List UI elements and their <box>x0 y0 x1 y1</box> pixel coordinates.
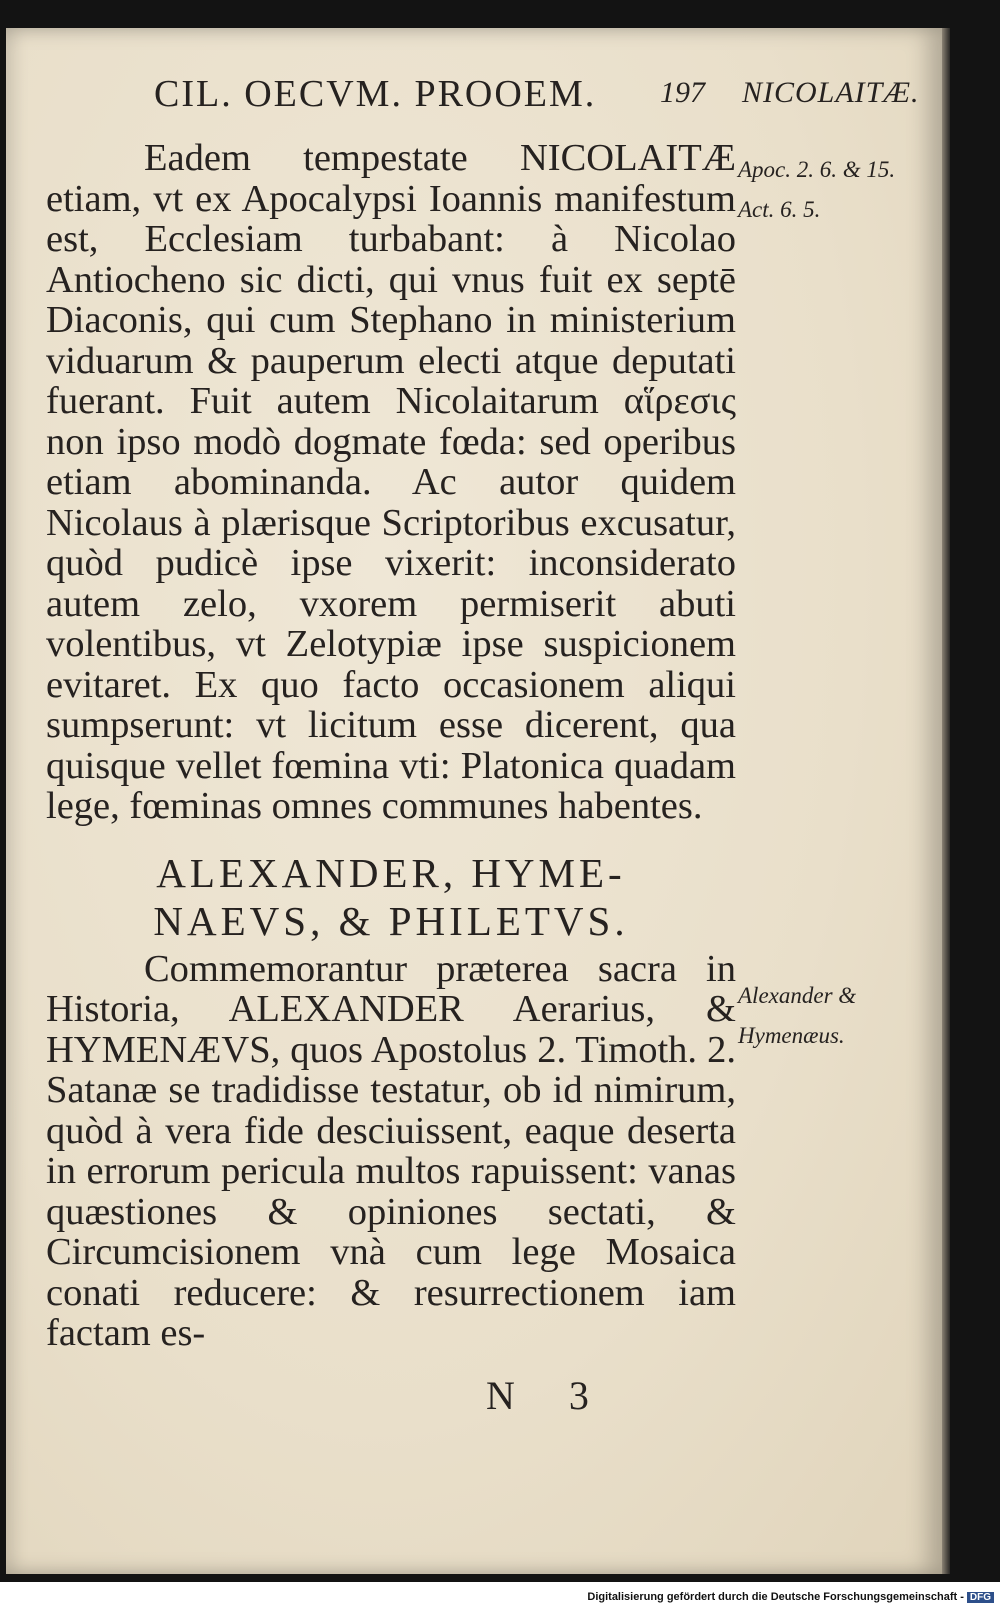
book-page <box>6 28 942 1574</box>
page-header <box>6 72 942 132</box>
credit-text: Digitalisierung gefördert durch die Deutsche Forschungsgemeinschaft - <box>587 1591 964 1603</box>
marginal-heading: NICOLAITÆ. <box>742 76 920 109</box>
margin-note-acts: Act. 6. 5. <box>738 197 821 222</box>
section-heading-line-2: NAEVS, & PHILETVS. <box>153 897 629 944</box>
dfg-logo: DFG <box>967 1592 994 1603</box>
page-number: 197 <box>660 76 705 109</box>
margin-note-hymenaeus: Hymenæus. <box>738 1023 845 1048</box>
digitization-credit <box>587 1591 994 1603</box>
signature-mark: N 3 <box>486 1373 611 1418</box>
margin-note-apocalypse: Apoc. 2. 6. & 15. <box>738 157 896 182</box>
section-heading-line-1: ALEXANDER, HYME- <box>156 849 626 896</box>
paragraph-alexander: Commemorantur præterea sacra in Historia, ALEXANDER Aerarius, & HYMENÆVS, quos Apostolus 2. Timoth. 2. Satanæ se tradidisse testatur, ob id nimirum, quòd à vera fide desciuissent, eaque deserta in errorum pericula multos rapuissent: vanas quæstiones & opiniones sectati, & Circumcisionem vnà cum lege Mosaica conati reducere: & resurrectionem iam factam es- <box>46 947 736 1354</box>
running-head: CIL. OECVM. PROOEM. <box>154 73 597 115</box>
body-text <box>46 138 736 1354</box>
page-edge-shadow <box>942 28 950 1574</box>
paragraph-nicolaitae: Eadem tempestate NICOLAITÆ etiam, vt ex Apocalypsi Ioannis manifestum est, Ecclesiam turbabant: à Nicolao Antiocheno sic dicti, qui vnus fuit ex septē Diaconis, qui cum Stephano in ministerium viduarum & pauperum electi atque deputati fuerant. Fuit autem Nicolaitarum αἵρεσις non ipso modò dogmate fœda: sed operibus etiam abominanda. Ac autor quidem Nicolaus à plærisque Scriptoribus excusatur, quòd pudicè ipse vixerit: inconsiderato autem zelo, vxorem permiserit abuti volentibus, vt Zelotypiæ ipse suspicionem evitaret. Ex quo facto occasionem aliqui sumpserunt: vt licitum esse dicerent, qua quisque vellet fœmina vti: Platonica quadam lege, fœminas omnes communes habentes. <box>46 137 736 827</box>
margin-note-alexander: Alexander & <box>738 983 857 1008</box>
section-heading <box>46 849 736 945</box>
